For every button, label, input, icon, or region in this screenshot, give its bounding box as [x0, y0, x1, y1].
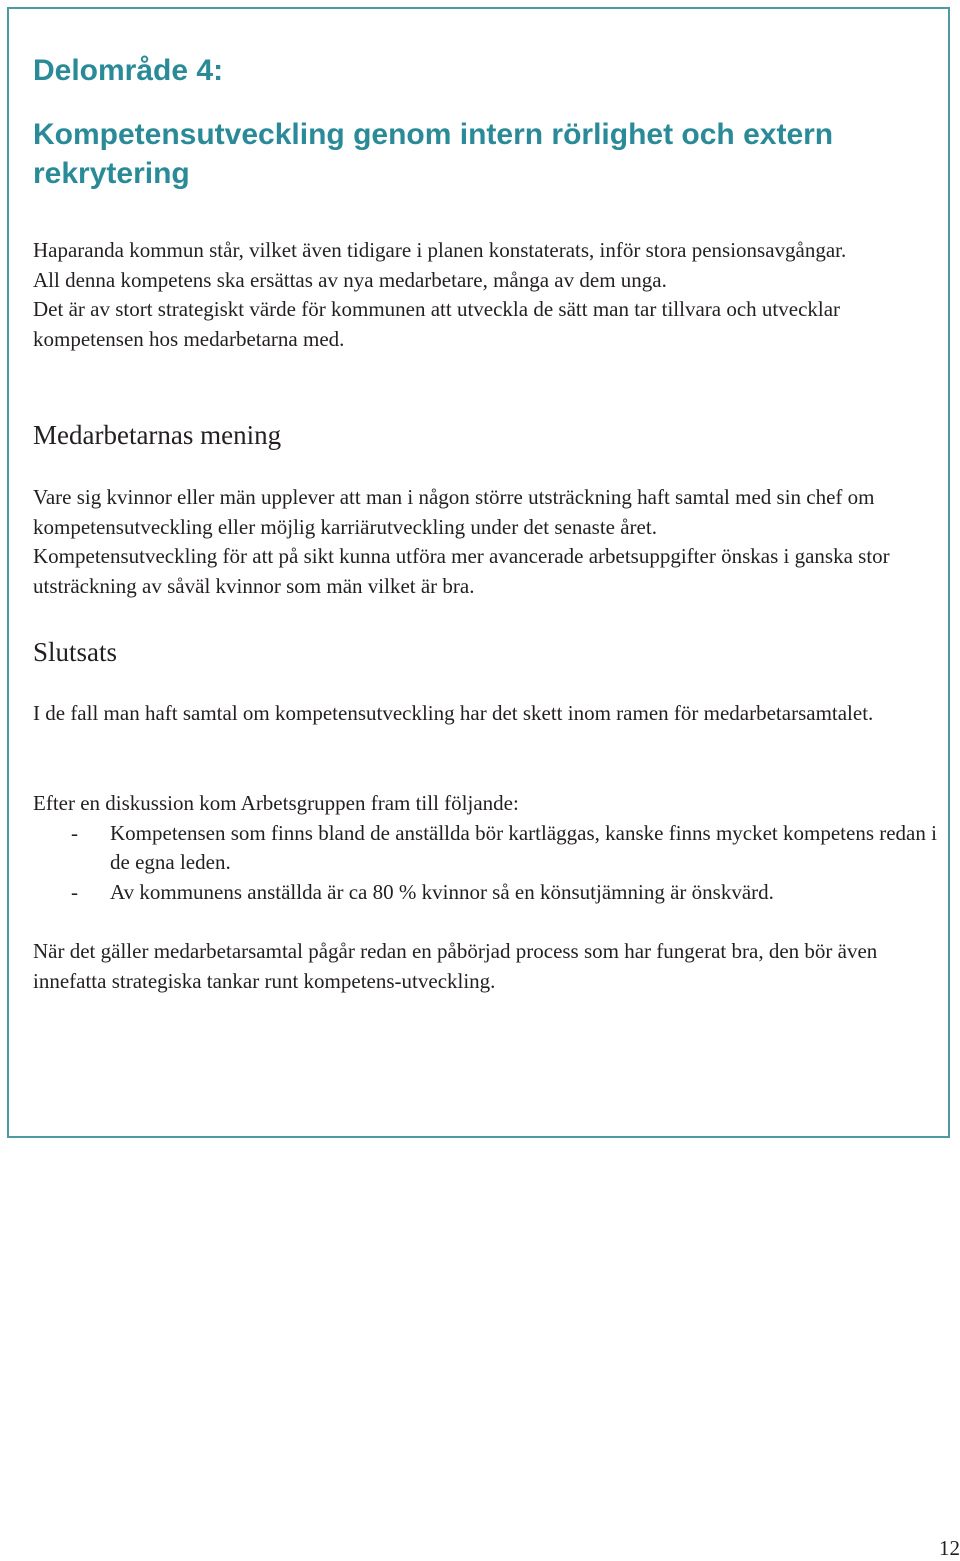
closing-paragraph: När det gäller medarbetarsamtal pågår redan en påbörjad process som har fungerat bra, den bör även innefatta strategiska tankar runt kompetens-utveckling.: [33, 939, 878, 993]
conclusion-paragraph: I de fall man haft samtal om kompetensutveckling har det skett inom ramen för medarbetarsamtalet.: [33, 701, 874, 725]
working-group-section: [33, 789, 938, 907]
conclusion-heading: Slutsats: [33, 637, 118, 667]
intro-line-1: Haparanda kommun står, vilket även tidigare i planen konstaterats, inför stora pensionsavgångar.: [33, 238, 847, 262]
list-item: [33, 819, 938, 878]
dash-bullet: -: [71, 879, 78, 904]
list-item: [33, 878, 938, 908]
intro-line-2: All denna kompetens ska ersättas av nya medarbetare, många av dem unga.: [33, 267, 667, 292]
content-frame: [7, 7, 950, 1138]
intro-paragraph: [33, 236, 938, 354]
list-item-text: Av kommunens anställda är ca 80 % kvinnor så en könsutjämning är önskvärd.: [110, 879, 774, 904]
employees-opinion-text-2: Kompetensutveckling för att på sikt kunna utföra mer avancerade arbetsuppgifter önskas i ganska stor utsträckning av såväl kvinnor som män vilket är bra.: [33, 544, 890, 598]
dash-bullet: -: [71, 820, 78, 845]
page-title: Kompetensutveckling genom intern rörlighet och extern rekrytering: [33, 118, 834, 190]
working-group-list: [33, 819, 938, 908]
list-item-text: Kompetensen som finns bland de anställda bör kartläggas, kanske finns mycket kompetens redan i de egna leden.: [110, 820, 937, 874]
working-group-intro: Efter en diskussion kom Arbetsgruppen fram till följande:: [33, 791, 519, 815]
section-label: Delområde 4:: [33, 54, 224, 87]
intro-line-3: Det är av stort strategiskt värde för kommunen att utveckla de sätt man tar tillvara och utvecklar kompetensen hos medarbetarna med.: [33, 297, 841, 351]
employees-opinion-text-1: Vare sig kvinnor eller män upplever att man i någon större utsträckning haft samtal med sin chef om kompetensutveckling eller möjlig karriärutveckling under det senaste året.: [33, 485, 875, 539]
page-number: 12: [939, 1536, 960, 1560]
employees-opinion-heading: Medarbetarnas mening: [33, 420, 282, 450]
employees-opinion-paragraph: [33, 483, 948, 601]
